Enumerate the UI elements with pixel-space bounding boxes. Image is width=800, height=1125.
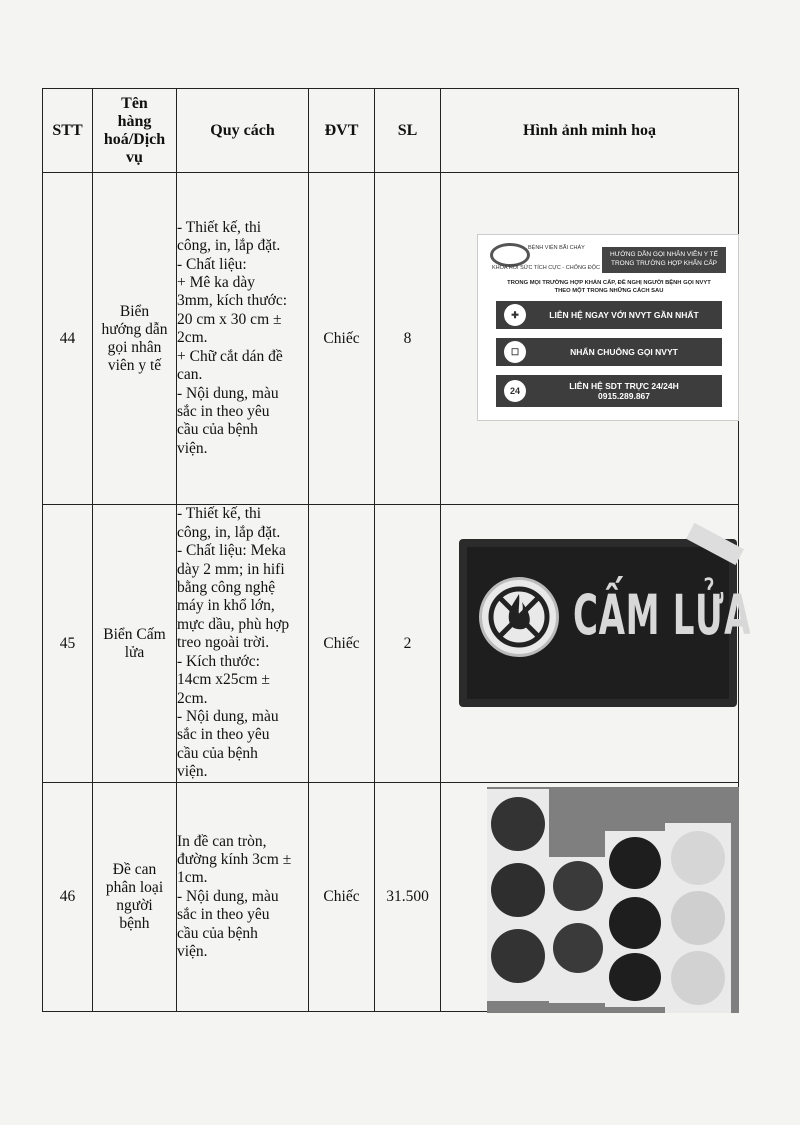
header-spec: Quy cách bbox=[177, 89, 309, 173]
row-spec: - Thiết kế, thi công, in, lắp đặt. - Chất liệu: Meka dày 2 mm; in hifi bằng công nghệ máy in khổ lớn, mực dầu, phù hợp treo ngoài trời. - Kích thước: 14cm x25cm ± 2cm. - Nội dung, màu sắc in theo yêu cầu của bệnh viện. bbox=[177, 505, 309, 783]
no-fire-sign-image bbox=[459, 539, 752, 707]
sign-hotline: LIÊN HỆ SDT TRỰC 24/24H 0915.289.867 bbox=[569, 381, 679, 401]
row-name: Biển Cấm lửa bbox=[93, 505, 177, 783]
header-unit: ĐVT bbox=[309, 89, 375, 173]
call-button-icon: ☐ bbox=[504, 341, 526, 363]
specification-table bbox=[42, 88, 752, 1012]
sign-banner: HƯỚNG DẪN GỌI NHÂN VIÊN Y TẾ TRONG TRƯỜNG HỢP KHẨN CẤP bbox=[602, 247, 726, 273]
sign-option-3 bbox=[496, 375, 722, 407]
phone-24h-icon: 24 bbox=[504, 380, 526, 402]
row-spec: - Thiết kế, thi công, in, lắp đặt. - Chất liệu: + Mê ka dày 3mm, kích thước: 20 cm x 30 cm ± 2cm. + Chữ cắt dán đề can. - Nội dung, màu sắc in theo yêu cầu của bệnh viện. bbox=[177, 173, 309, 505]
no-fire-icon bbox=[479, 577, 559, 657]
row-unit: Chiếc bbox=[309, 173, 375, 505]
call-staff-sign-image bbox=[477, 234, 739, 421]
header-image: Hình ảnh minh hoạ bbox=[441, 89, 739, 173]
row-stt: 46 bbox=[43, 783, 93, 1012]
header-stt: STT bbox=[43, 89, 93, 173]
no-fire-sign-text: CẤM LỬA bbox=[573, 583, 752, 647]
row-qty: 31.500 bbox=[375, 783, 441, 1012]
row-qty: 2 bbox=[375, 505, 441, 783]
table-header-row bbox=[43, 89, 739, 173]
row-image bbox=[441, 173, 739, 505]
sign-hospital-name: BỆNH VIỆN BÃI CHÁY bbox=[528, 245, 585, 251]
row-stt: 45 bbox=[43, 505, 93, 783]
row-name: Biển hướng dẫn gọi nhân viên y tế bbox=[93, 173, 177, 505]
sign-note: TRONG MỌI TRƯỜNG HỢP KHẨN CẤP, ĐỀ NGHỊ NGƯỜI BỆNH GỌI NVYT THEO MỘT TRONG NHỮNG CÁCH SAU bbox=[507, 280, 711, 294]
row-unit: Chiếc bbox=[309, 505, 375, 783]
row-spec: In đề can tròn, đường kính 3cm ± 1cm. - Nội dung, màu sắc in theo yêu cầu của bệnh viện. bbox=[177, 783, 309, 1012]
round-stickers-image bbox=[487, 787, 739, 1013]
table-row bbox=[43, 505, 739, 783]
header-qty: SL bbox=[375, 89, 441, 173]
sign-option-1: ✚ LIÊN HỆ NGAY VỚI NVYT GẦN NHẤT bbox=[496, 301, 722, 329]
row-unit: Chiếc bbox=[309, 783, 375, 1012]
sign-option-2: ☐ NHẤN CHUÔNG GỌI NVYT bbox=[496, 338, 722, 366]
row-image bbox=[441, 505, 752, 783]
row-qty: 8 bbox=[375, 173, 441, 505]
table-row bbox=[43, 173, 739, 505]
sign-department-name: KHOA HỒI SỨC TÍCH CỰC - CHỐNG ĐỘC bbox=[492, 265, 600, 271]
hospital-logo-icon bbox=[490, 243, 530, 267]
row-name: Đề can phân loại người bệnh bbox=[93, 783, 177, 1012]
row-image bbox=[441, 783, 739, 1012]
row-stt: 44 bbox=[43, 173, 93, 505]
nurse-icon: ✚ bbox=[504, 304, 526, 326]
table-row bbox=[43, 783, 739, 1012]
header-name: Tên hàng hoá/Dịch vụ bbox=[93, 89, 177, 173]
